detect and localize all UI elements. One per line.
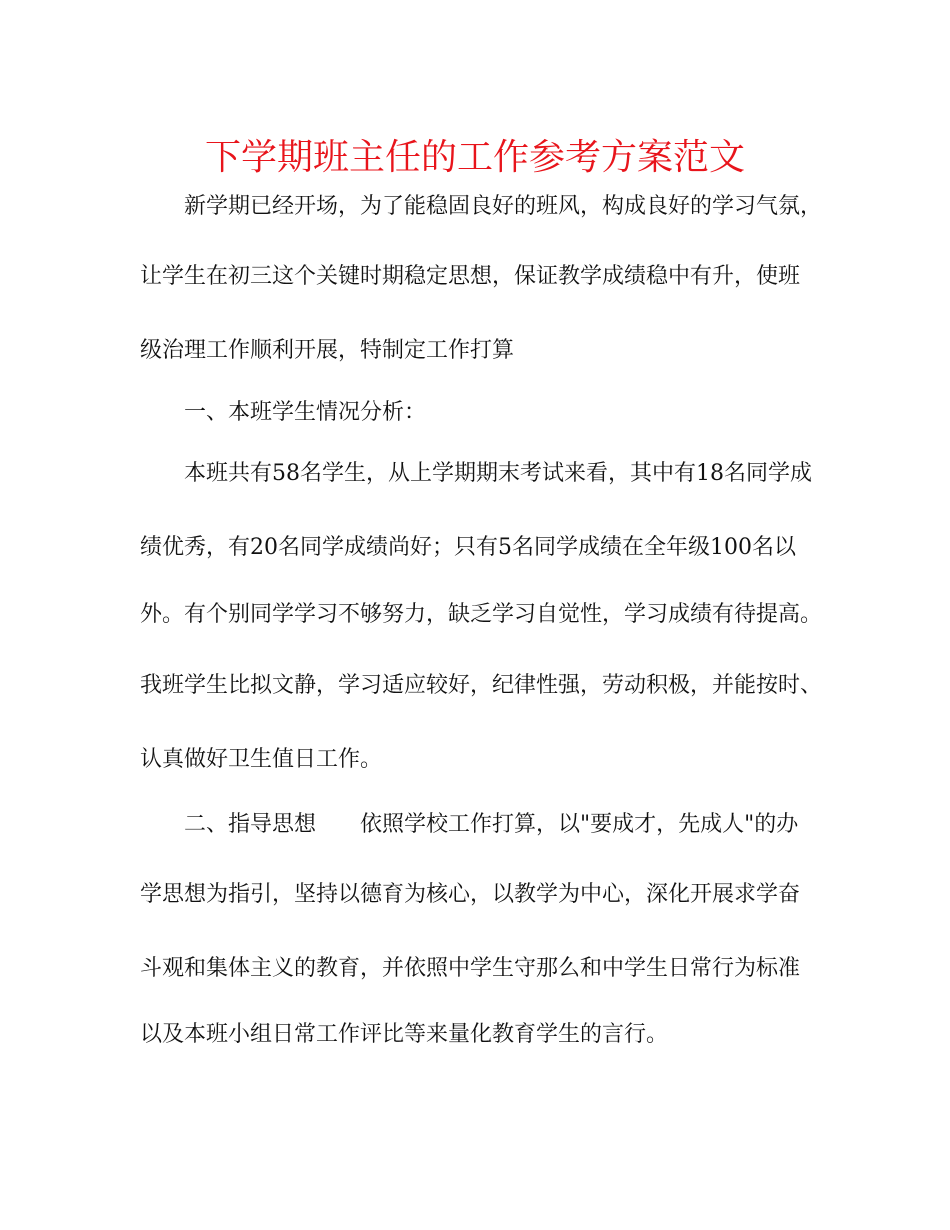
section-heading-line: 二、指导思想 依照学校工作打算，以"要成才，先成人"的办 [184, 812, 799, 837]
paragraph-line: 我班学生比拟文静，学习适应较好，纪律性强，劳动积极，并能按时、 [140, 673, 823, 698]
paragraph-line: 学思想为指引，坚持以德育为核心，以教学为中心，深化开展求学奋 [140, 882, 801, 907]
paragraph-line: 级治理工作顺利开展，特制定工作打算 [140, 338, 515, 363]
paragraph-line: 绩优秀，有20名同学成绩尚好；只有5名同学成绩在全年级100名以 [140, 535, 796, 560]
paragraph-line: 新学期已经开场，为了能稳固良好的班风，构成良好的学习气氛， [184, 194, 823, 219]
paragraph-line: 斗观和集体主义的教育，并依照中学生守那么和中学生日常行为标准 [140, 956, 801, 981]
document-title: 下学期班主任的工作参考方案范文 [204, 137, 745, 178]
section-heading-line: 一、本班学生情况分析： [184, 400, 427, 425]
paragraph-line: 本班共有58名学生，从上学期期末考试来看，其中有18名同学成 [184, 461, 812, 486]
paragraph-line: 认真做好卫生值日工作。 [140, 747, 383, 772]
paragraph-line: 外。有个别同学学习不够努力，缺乏学习自觉性，学习成绩有待提高。 [140, 602, 823, 627]
paragraph-line: 让学生在初三这个关键时期稳定思想，保证教学成绩稳中有升，使班 [140, 264, 801, 289]
paragraph-line: 以及本班小组日常工作评比等来量化教育学生的言行。 [140, 1022, 669, 1047]
